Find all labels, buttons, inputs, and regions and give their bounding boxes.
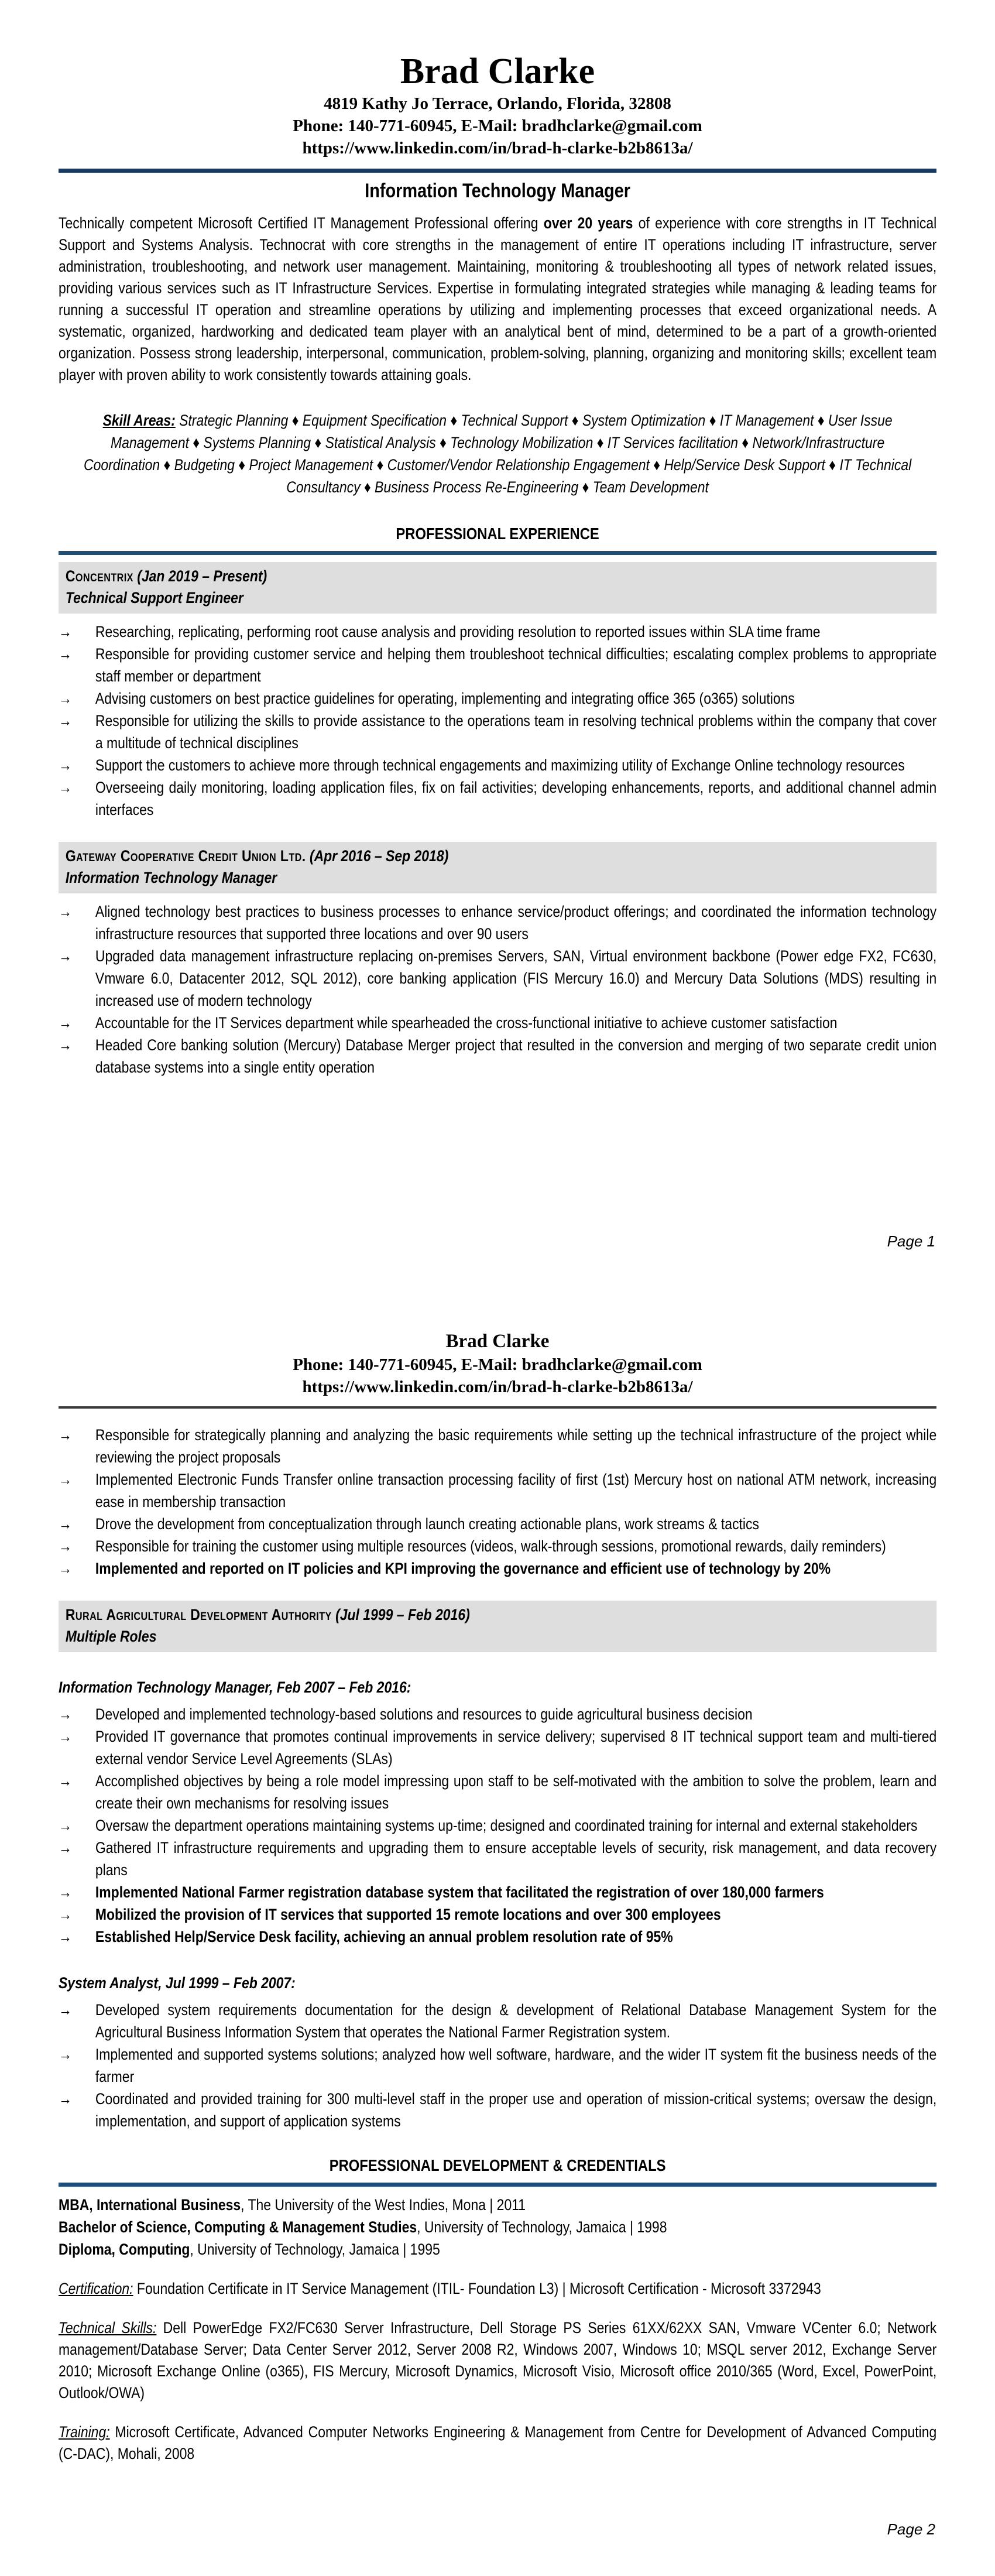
job-bullet-list [59,621,936,821]
bullet-item [59,1999,936,2043]
education-mba [59,2194,936,2216]
resume-page-2 [0,1288,995,2576]
bullet-item [59,1468,936,1513]
bullet-item [59,754,936,776]
arrow-bullet-icon: → [59,1928,72,1945]
job-company-line [66,566,929,587]
technical-skills-paragraph [59,2317,936,2404]
subrole-bullet-list [59,1999,936,2132]
bullet-item [59,945,936,1012]
job-header-gateway [59,842,936,893]
education-diploma [59,2238,936,2260]
bullet-text: Accomplished objectives by being a role model impressing upon staff to be self-motivated with the ambition to solve the problem, learn and create their own mechanisms for resolving issues [95,1772,937,1812]
bullet-item [59,1837,936,1881]
bullet-text: Developed and implemented technology-based solutions and resources to guide agricultural business decision [95,1705,753,1723]
candidate-phone-email: Phone: 140-771-60945, E-Mail: bradhclarke@gmail.com [293,1355,702,1374]
company-name: Rural Agricultural Development Authority [65,1606,332,1623]
bullet-text: Oversaw the department operations maintaining systems up-time; designed and coordinated training for internal and external stakeholders [95,1817,918,1834]
section-heading-professional-experience: PROFESSIONAL EXPERIENCE [396,525,599,543]
degree-name: Diploma, Computing [59,2241,190,2258]
bullet-text: Established Help/Service Desk facility, achieving an annual problem resolution rate of 95% [95,1928,673,1945]
candidate-address: 4819 Kathy Jo Terrace, Orlando, Florida, 32808 [324,94,671,113]
bullet-item [59,1012,936,1034]
arrow-bullet-icon: → [59,1036,72,1054]
bullet-text: Overseeing daily monitoring, loading application files, fix on fail activities; developing enhancements, reports, and additional channel admin interfaces [95,779,937,818]
arrow-bullet-icon: → [59,1817,72,1834]
candidate-linkedin-url: https://www.linkedin.com/in/brad-h-clarke-b2b8613a/ [302,139,693,157]
summary-text-1: Technically competent Microsoft Certified IT Management Professional offering [59,214,544,232]
header-divider-line [59,1406,936,1409]
job-company-line [66,845,929,867]
job-role: Multiple Roles [65,1628,157,1645]
bullet-text: Advising customers on best practice guidelines for operating, implementing and integrating office 365 (o365) solutions [95,690,795,707]
education-bsc [59,2216,936,2238]
bullet-item [59,1034,936,1078]
certification-text: Foundation Certificate in IT Service Management (ITIL- Foundation L3) | Microsoft Certification - Microsoft 3372943 [133,2280,821,2297]
bullet-text: Responsible for providing customer service and helping them troubleshoot technical difficulties; escalating complex problems to appropriate staff member or department [95,645,937,685]
arrow-bullet-icon: → [59,1883,72,1901]
continuation-bullet-list [59,1424,936,1580]
bullet-text: Responsible for utilizing the skills to provide assistance to the operations team in resolving technical problems within the company that cover a multitude of technical disciplines [95,712,937,752]
bullet-item [59,1557,936,1580]
bullet-text: Responsible for training the customer using multiple resources (videos, walk-through sessions, promotional rewards, daily reminders) [95,1537,886,1555]
bullet-text: Implemented and supported systems solutions; analyzed how well software, hardware, and the wider IT system fit the business needs of the farmer [95,2046,937,2085]
bullet-item [59,1703,936,1725]
job-role: Information Technology Manager [65,869,277,886]
arrow-bullet-icon: → [59,1426,72,1444]
bullet-item [59,1725,936,1770]
candidate-name: Brad Clarke [445,1331,550,1352]
subrole-heading-it-manager: Information Technology Manager, Feb 2007 – Feb 2016: [59,1678,411,1696]
arrow-bullet-icon: → [59,2046,72,2063]
bullet-text: Coordinated and provided training for 300 multi-level staff in the proper use and operation of mission-critical systems; oversaw the design, implementation, and support of application systems [95,2090,937,2130]
bullet-text: Accountable for the IT Services department while spearheaded the cross-functional initiative to achieve customer satisfaction [95,1014,838,1032]
bullet-text: Upgraded data management infrastructure replacing on-premises Servers, SAN, Virtual environment backbone (Power edge FX2, FC630, Vmware 6.0, Datacenter 2012, SQL 2012), core banking application (FIS Mercury 16.0) and Mercury Data Solutions (MDS) resulting in increased use of modern technology [95,947,937,1009]
section-divider-line [59,551,936,555]
arrow-bullet-icon: → [59,1471,72,1488]
bullet-item [59,1535,936,1557]
bullet-text: Headed Core banking solution (Mercury) Database Merger project that resulted in the conversion and merging of two separate credit union database systems into a single entity operation [95,1036,937,1076]
section-heading-credentials: PROFESSIONAL DEVELOPMENT & CREDENTIALS [329,2156,666,2174]
bullet-text: Drove the development from conceptualization through launch creating actionable plans, work streams & tactics [95,1515,759,1533]
bullet-text: Support the customers to achieve more through technical engagements and maximizing utility of Exchange Online technology resources [95,756,905,774]
bullet-text: Researching, replicating, performing root cause analysis and providing resolution to reported issues within SLA time frame [95,623,821,640]
technical-skills-text: Dell PowerEdge FX2/FC630 Server Infrastructure, Dell Storage PS Series 61XX/62XX SAN, Vmware VCenter 6.0; Network management/Database Server; Data Center Server 2012, Server 2008 R2, Windows 2007, Windows 10; MSQL server 2012, Exchange Server 2010; Microsoft Exchange Online (o365), FIS Mercury, Microsoft Dynamics, Microsoft Visio, Microsoft office 2010/365 (Word, Excel, PowerPoint, Outlook/OWA) [59,2319,937,2402]
training-text: Microsoft Certificate, Advanced Computer Networks Engineering & Management from Centre for Development of Advanced Computing (C-DAC), Mohali, 2008 [59,2423,937,2462]
arrow-bullet-icon: → [59,1014,72,1032]
candidate-phone-email: Phone: 140-771-60945, E-Mail: bradhclarke@gmail.com [293,117,702,135]
arrow-bullet-icon: → [59,1560,72,1577]
subrole-heading-system-analyst: System Analyst, Jul 1999 – Feb 2007: [59,1974,296,1992]
job-header-rada [59,1601,936,1652]
arrow-bullet-icon: → [59,1537,72,1555]
skill-areas-block [78,409,917,498]
summary-text-2: of experience with core strengths in IT Technical Support and Systems Analysis. Technocrat with core strengths in the management of entire IT operations including IT infrastructure, server administration, troubleshooting, and network user management. Maintaining, monitoring & troubleshooting all types of network related issues, providing various services such as IT Infrastructure Services. Expertise in formulating integrated strategies while managing & leading teams for running a successful IT operation and streamline operations by utilizing and implementing processes that exceed organizational needs. A systematic, organized, hardworking and dedicated team player with an analytical bent of mind, determined to be a part of a growth-oriented organization. Possess strong leadership, interpersonal, communication, problem-solving, planning, organizing and monitoring skills; excellent team player with proven ability to work consistently towards attaining goals. [59,214,937,383]
arrow-bullet-icon: → [59,1839,72,1856]
arrow-bullet-icon: → [59,1772,72,1790]
job-header-concentrix [59,562,936,614]
bullet-item [59,687,936,710]
degree-name: MBA, International Business [59,2196,241,2214]
candidate-name: Brad Clarke [400,52,595,91]
arrow-bullet-icon: → [59,623,72,640]
job-company-line [66,1604,929,1626]
arrow-bullet-icon: → [59,1728,72,1745]
bullet-item [59,1926,936,1948]
bullet-item [59,776,936,821]
arrow-bullet-icon: → [59,2001,72,2019]
certification-paragraph [59,2278,936,2300]
bullet-item [59,1770,936,1814]
degree-name: Bachelor of Science, Computing & Management Studies [59,2218,417,2236]
job-dates: (Jul 1999 – Feb 2016) [335,1606,470,1623]
arrow-bullet-icon: → [59,947,72,965]
bullet-text: Provided IT governance that promotes continual improvements in service delivery; supervised 8 IT technical support team and multi-tiered external vendor Service Level Agreements (SLAs) [95,1728,937,1767]
resume-title: Information Technology Manager [365,180,631,202]
bullet-item [59,1881,936,1903]
degree-detail: , University of Technology, Jamaica | 1995 [190,2241,440,2258]
header-divider-line [59,169,936,173]
arrow-bullet-icon: → [59,2090,72,2108]
bullet-item [59,1814,936,1837]
summary-paragraph [59,213,936,386]
skill-areas-list: Strategic Planning ♦ Equipment Specification ♦ Technical Support ♦ System Optimization ♦ IT Management ♦ User Issue Management ♦ Systems Planning ♦ Statistical Analysis ♦ Technology Mobilization ♦ IT Services facilitation ♦ Network/Infrastructure Coordination ♦ Budgeting ♦ Project Management ♦ Customer/Vendor Relationship Engagement ♦ Help/Service Desk Support ♦ IT Technical Consultancy ♦ Business Process Re-Engineering ♦ Team Development [84,412,912,496]
arrow-bullet-icon: → [59,779,72,796]
candidate-linkedin-url: https://www.linkedin.com/in/brad-h-clarke-b2b8613a/ [302,1378,693,1396]
job-dates: (Apr 2016 – Sep 2018) [309,847,449,865]
bullet-text: Mobilized the provision of IT services that supported 15 remote locations and over 300 employees [95,1906,721,1923]
bullet-item [59,900,936,945]
company-name: Concentrix [65,567,133,585]
bullet-text: Aligned technology best practices to business processes to enhance service/product offerings; and coordinated the information technology infrastructure resources that supported three locations and over 90 users [95,903,937,943]
degree-detail: , University of Technology, Jamaica | 1998 [417,2218,667,2236]
bullet-text: Implemented Electronic Funds Transfer online transaction processing facility of first (1st) Mercury host on national ATM network, increasing ease in membership transaction [95,1471,937,1510]
arrow-bullet-icon: → [59,756,72,774]
bullet-item [59,1513,936,1535]
bullet-text: Implemented National Farmer registration database system that facilitated the registration of over 180,000 farmers [95,1883,824,1901]
section-divider-line [59,2183,936,2187]
bullet-item [59,621,936,643]
skill-areas-label: Skill Areas: [102,412,176,429]
company-name: Gateway Cooperative Credit Union Ltd. [65,847,306,865]
bullet-item [59,643,936,687]
bullet-item [59,2088,936,2132]
bullet-item [59,710,936,754]
arrow-bullet-icon: → [59,712,72,729]
page-number-2: Page 2 [887,2520,935,2538]
technical-skills-label: Technical Skills: [59,2319,157,2337]
bullet-text: Developed system requirements documentation for the design & development of Relational Database Management System for the Agricultural Business Information System that operates the National Farmer Registration system. [95,2001,937,2041]
certification-label: Certification: [59,2280,133,2297]
bullet-text: Responsible for strategically planning and analyzing the basic requirements while setting up the technical infrastructure of the project while reviewing the project proposals [95,1426,937,1466]
arrow-bullet-icon: → [59,903,72,920]
arrow-bullet-icon: → [59,645,72,663]
page-number-1: Page 1 [887,1232,935,1250]
arrow-bullet-icon: → [59,1515,72,1533]
arrow-bullet-icon: → [59,1705,72,1723]
job-dates: (Jan 2019 – Present) [137,567,267,585]
job-bullet-list [59,900,936,1078]
job-role: Technical Support Engineer [65,589,243,607]
summary-bold-years: over 20 years [543,214,633,232]
bullet-item [59,2043,936,2088]
bullet-item [59,1903,936,1926]
bullet-text: Gathered IT infrastructure requirements and upgrading them to ensure acceptable levels of security, risk management, and data recovery plans [95,1839,937,1879]
arrow-bullet-icon: → [59,690,72,707]
training-paragraph [59,2421,936,2465]
degree-detail: , The University of the West Indies, Mona | 2011 [241,2196,526,2214]
training-label: Training: [59,2423,110,2441]
arrow-bullet-icon: → [59,1906,72,1923]
subrole-bullet-list [59,1703,936,1948]
bullet-item [59,1424,936,1468]
bullet-text: Implemented and reported on IT policies and KPI improving the governance and efficient use of technology by 20% [95,1560,831,1577]
